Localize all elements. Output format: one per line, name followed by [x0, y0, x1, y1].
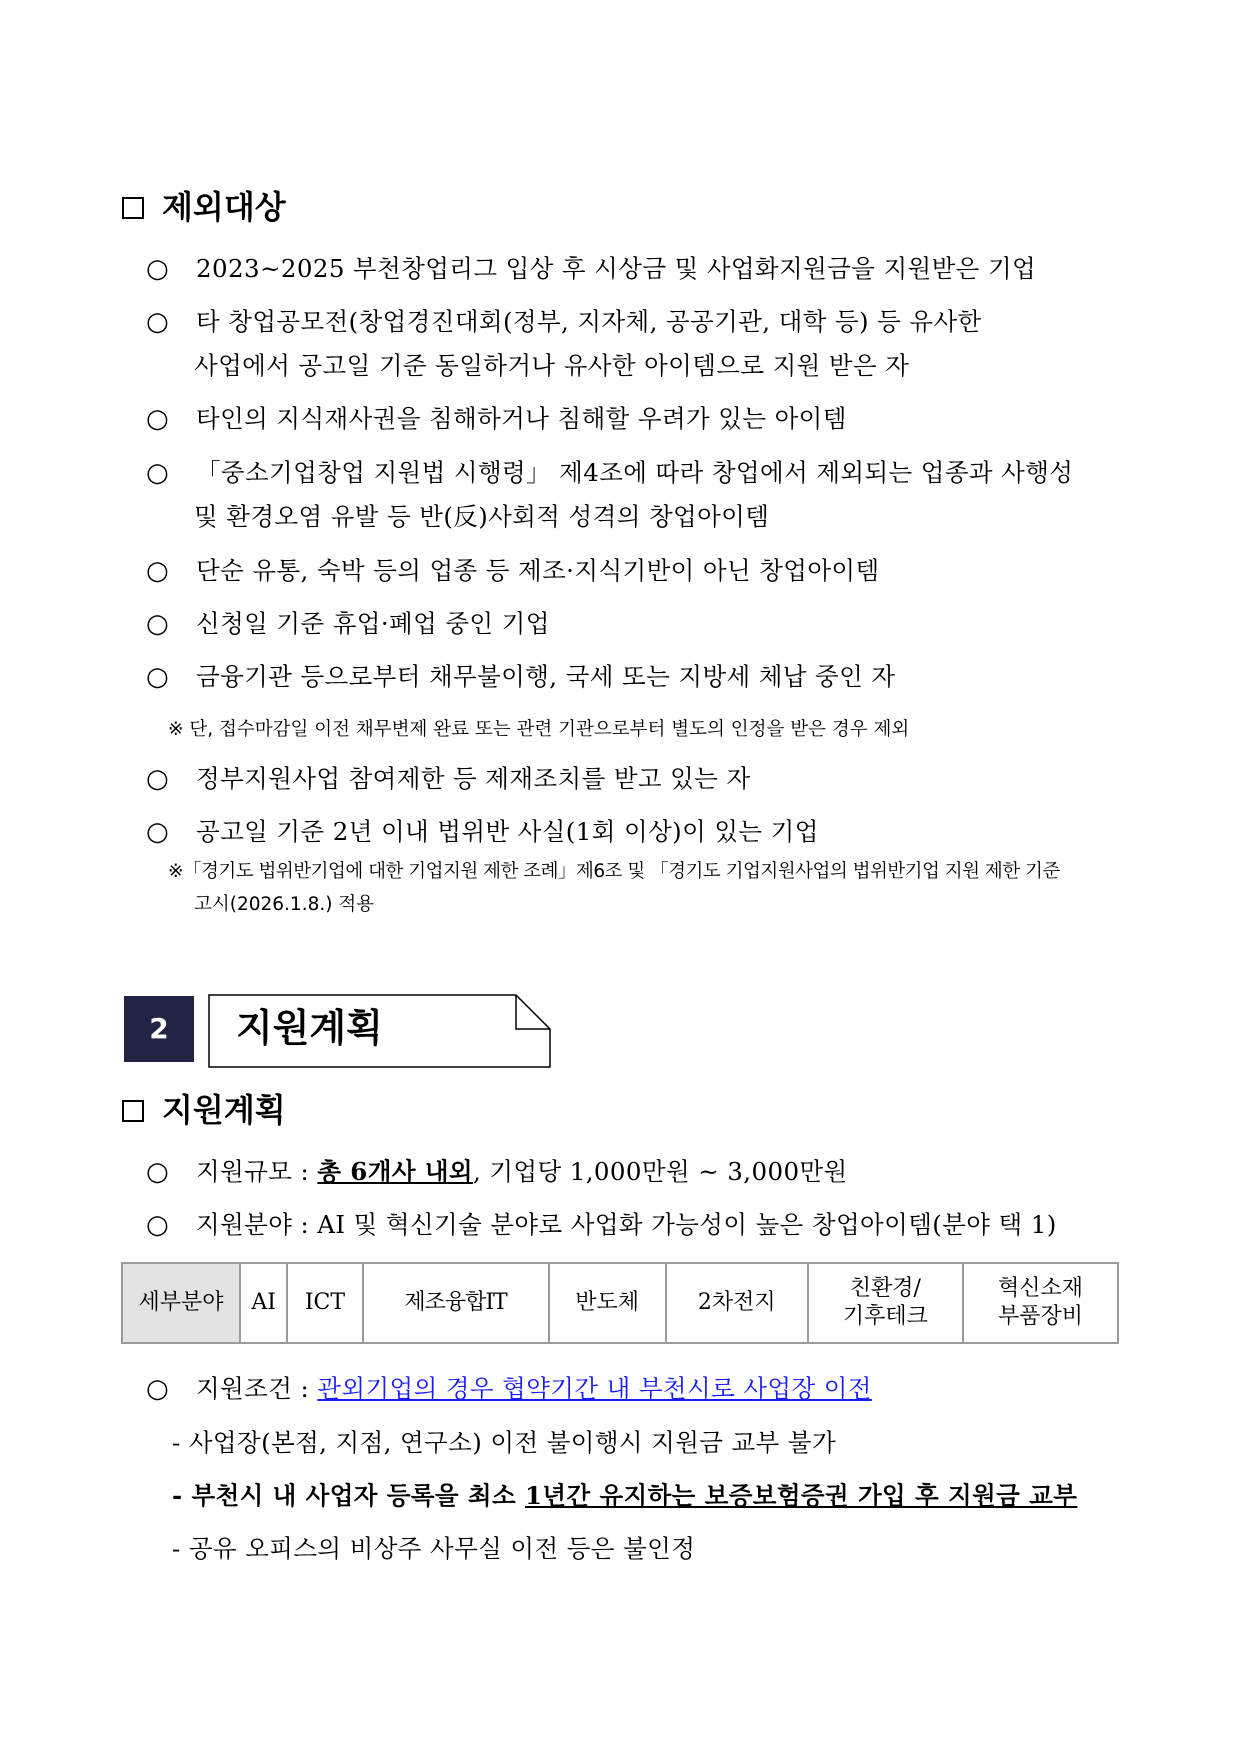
exclusion-note: ※「경기도 법위반기업에 대한 기업지원 제한 조례」제6조 및 「경기도 기업지원사업의 법위반기업 지원 제한 기준	[168, 861, 1060, 882]
exclusion-heading	[122, 182, 286, 228]
exclusion-item-text: 「중소기업창업 지원법 시행령」 제4조에 따라 창업에서 제외되는 업종과 사행성	[196, 458, 1074, 487]
circle-bullet-icon: ○	[146, 254, 170, 284]
circle-bullet-icon: ○	[146, 764, 170, 794]
circle-bullet-icon: ○	[146, 609, 170, 639]
plan-condition-link[interactable]: 관외기업의 경우 협약기간 내 부천시로 사업장 이전	[317, 1374, 872, 1403]
plan-condition-item	[146, 1370, 872, 1405]
exclusion-item-text: 타인의 지식재사권을 침해하거나 침해할 우려가 있는 아이템	[196, 404, 847, 433]
exclusion-item-text: 정부지원사업 참여제한 등 제재조치를 받고 있는 자	[196, 764, 751, 793]
condition-dash-text: - 부천시 내 사업자 등록을 최소	[172, 1481, 525, 1510]
table-cell-line: 기후테크	[842, 1304, 928, 1329]
exclusion-item-text: 금융기관 등으로부터 채무불이행, 국세 또는 지방세 체납 중인 자	[196, 662, 896, 691]
table-cell-line: 혁신소재	[997, 1276, 1083, 1301]
exclusion-heading-text: 제외대상	[162, 188, 286, 226]
circle-bullet-icon: ○	[146, 1210, 170, 1240]
condition-dash-item	[172, 1477, 1077, 1512]
circle-bullet-icon: ○	[146, 404, 170, 434]
exclusion-item	[146, 454, 1073, 489]
square-bullet-icon	[122, 197, 144, 219]
circle-bullet-icon: ○	[146, 1374, 170, 1404]
exclusion-item	[146, 605, 550, 640]
exclusion-item-text: 공고일 기준 2년 이내 법위반 사실(1회 이상)이 있는 기업	[196, 817, 819, 846]
condition-dash-item: - 사업장(본점, 지점, 연구소) 이전 불이행시 지원금 교부 불가	[172, 1428, 837, 1457]
exclusion-item	[146, 303, 982, 338]
table-cell: AI	[240, 1263, 287, 1343]
circle-bullet-icon: ○	[146, 556, 170, 586]
plan-scale-rest: , 기업당 1,000만원 ~ 3,000만원	[472, 1157, 848, 1186]
section-title: 지원계획	[236, 1006, 383, 1050]
exclusion-item-text: 신청일 기준 휴업·폐업 중인 기업	[196, 609, 550, 638]
exclusion-item	[146, 658, 895, 693]
circle-bullet-icon: ○	[146, 458, 170, 488]
plan-heading	[122, 1085, 286, 1131]
exclusion-item-text: 2023~2025 부천창업리그 입상 후 시상금 및 사업화지원금을 지원받은 기업	[196, 254, 1037, 283]
exclusion-item-continuation: 및 환경오염 유발 등 반(反)사회적 성격의 창업아이템	[194, 502, 770, 531]
table-cell: 2차전지	[666, 1263, 808, 1343]
plan-heading-text: 지원계획	[162, 1091, 286, 1129]
exclusion-item	[146, 400, 847, 435]
condition-dash-underlined: 1년간 유지하는 보증보험증권 가입 후 지원금 교부	[524, 1481, 1078, 1510]
circle-bullet-icon: ○	[146, 817, 170, 847]
table-cell: 제조융합IT	[363, 1263, 549, 1343]
field-table	[121, 1262, 1119, 1344]
table-cell: ICT	[287, 1263, 362, 1343]
exclusion-item-continuation: 사업에서 공고일 기준 동일하거나 유사한 아이템으로 지원 받은 자	[194, 351, 910, 380]
circle-bullet-icon: ○	[146, 1157, 170, 1187]
table-cell	[808, 1263, 963, 1343]
exclusion-item	[146, 552, 880, 587]
exclusion-note-continuation: 고시(2026.1.8.) 적용	[194, 894, 375, 915]
table-header-cell: 세부분야	[122, 1263, 240, 1343]
plan-field-text: 지원분야 : AI 및 혁신기술 분야로 사업화 가능성이 높은 창업아이템(분야 택 1)	[196, 1210, 1057, 1239]
square-bullet-icon	[122, 1100, 144, 1122]
exclusion-item	[146, 250, 1036, 285]
condition-dash-item: - 공유 오피스의 비상주 사무실 이전 등은 불인정	[172, 1534, 696, 1563]
plan-field-item	[146, 1206, 1057, 1241]
exclusion-item-text: 단순 유통, 숙박 등의 업종 등 제조·지식기반이 아닌 창업아이템	[196, 556, 880, 585]
exclusion-item	[146, 813, 819, 848]
circle-bullet-icon: ○	[146, 662, 170, 692]
plan-scale-label: 지원규모 :	[196, 1157, 318, 1186]
circle-bullet-icon: ○	[146, 307, 170, 337]
plan-scale-item	[146, 1153, 848, 1188]
table-cell-line: 부품장비	[997, 1304, 1083, 1329]
exclusion-item	[146, 760, 751, 795]
table-cell-line: 친환경/	[849, 1276, 921, 1301]
table-cell	[963, 1263, 1118, 1343]
exclusion-item-text: 타 창업공모전(창업경진대회(정부, 지자체, 공공기관, 대학 등) 등 유사한	[196, 307, 982, 336]
table-row	[122, 1263, 1118, 1343]
plan-condition-label: 지원조건 :	[196, 1374, 318, 1403]
table-cell: 반도체	[549, 1263, 666, 1343]
exclusion-note: ※ 단, 접수마감일 이전 채무변제 완료 또는 관련 기관으로부터 별도의 인정을 받은 경우 제외	[168, 719, 910, 740]
plan-scale-highlight: 총 6개사 내외	[317, 1157, 473, 1186]
section-number: 2	[124, 996, 194, 1062]
